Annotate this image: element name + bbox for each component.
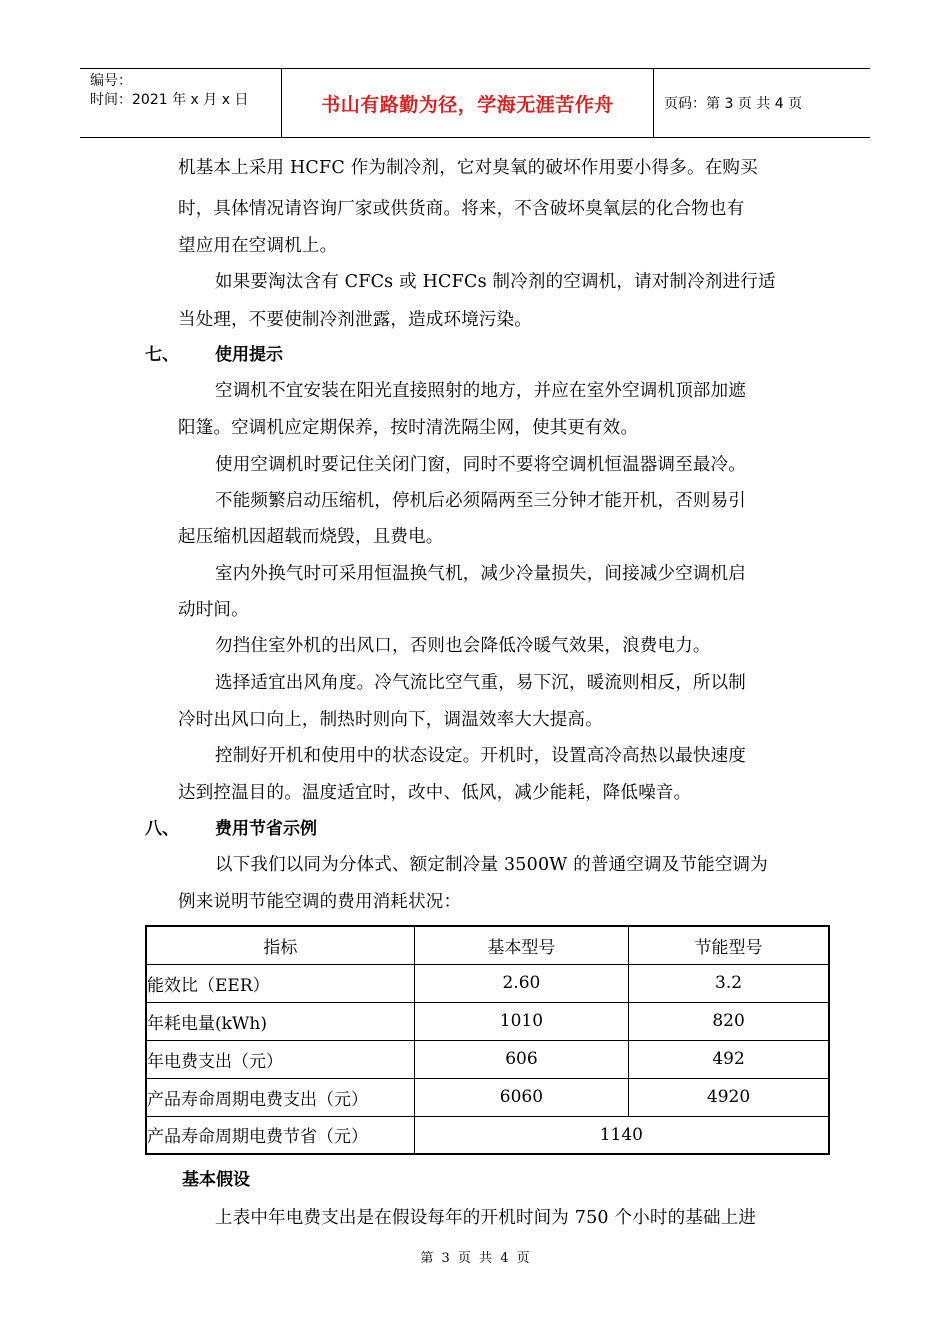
table-row (146, 1078, 829, 1116)
body-line: 起压缩机因超载而烧毁，且费电。 (178, 527, 444, 547)
table-cell: 产品寿命周期电费支出（元） (146, 1078, 414, 1116)
body-line: 望应用在空调机上。 (178, 236, 338, 256)
doc-number-label: 编号： (90, 73, 132, 89)
body-line: 阳篷。空调机应定期保养，按时清洗隔尘网，使其更有效。 (178, 418, 639, 438)
page-footer: 第 3 页 共 4 页 (420, 1251, 530, 1266)
body-line: 达到控温目的。温度适宜时，改中、低风，减少能耗，降低噪音。 (178, 783, 692, 803)
section-heading-8 (145, 817, 317, 841)
table-cell: 820 (629, 1002, 829, 1040)
body-line: 空调机不宜安装在阳光直接照射的地方，并应在室外空调机顶部加遮 (215, 381, 746, 401)
table-header-cell: 基本型号 (414, 926, 628, 964)
cost-comparison-table (145, 925, 830, 1155)
table-row (146, 1040, 829, 1078)
body-line: 动时间。 (178, 600, 249, 620)
table-cell: 3.2 (629, 964, 829, 1002)
header-page-cell (654, 69, 870, 137)
table-header-cell: 节能型号 (629, 926, 829, 964)
body-line: 机基本上采用 HCFC 作为制冷剂，它对臭氧的破坏作用要小得多。在购买 (178, 158, 758, 178)
header-motto-cell (282, 69, 654, 137)
table-cell: 能效比（EER） (146, 964, 414, 1002)
body-line: 例来说明节能空调的费用消耗状况： (178, 892, 462, 912)
body-line: 时，具体情况请咨询厂家或供货商。将来，不含破坏臭氧层的化合物也有 (178, 199, 745, 219)
body-line: 控制好开机和使用中的状态设定。开机时，设置高冷高热以最快速度 (215, 746, 746, 766)
table-cell: 1140 (414, 1116, 829, 1154)
table-cell: 492 (629, 1040, 829, 1078)
page-header (80, 68, 870, 138)
table-cell: 1010 (414, 1002, 628, 1040)
table-cell: 产品寿命周期电费节省（元） (146, 1116, 414, 1154)
header-page-label: 页码：第 3 页 共 4 页 (664, 96, 803, 112)
body-line: 室内外换气时可采用恒温换气机，减少冷量损失，间接减少空调机启 (215, 564, 746, 584)
section-number: 八、 (145, 819, 179, 839)
table-summary-row (146, 1116, 829, 1154)
section-heading-7 (145, 343, 283, 367)
table-cell: 年耗电量(kWh) (146, 1002, 414, 1040)
body-line: 如果要淘汰含有 CFCs 或 HCFCs 制冷剂的空调机，请对制冷剂进行适 (215, 272, 776, 292)
body-line: 以下我们以同为分体式、额定制冷量 3500W 的普通空调及节能空调为 (215, 855, 768, 875)
table-header-row (146, 926, 829, 964)
table-cell: 6060 (414, 1078, 628, 1116)
section-number: 七、 (145, 345, 179, 365)
body-line: 使用空调机时要记住关闭门窗，同时不要将空调机恒温器调至最冷。 (215, 455, 746, 475)
table-row (146, 964, 829, 1002)
table-row (146, 1002, 829, 1040)
table-cell: 2.60 (414, 964, 628, 1002)
table-header-cell: 指标 (146, 926, 414, 964)
header-meta (80, 69, 282, 137)
body-line: 不能频繁启动压缩机，停机后必须隔两至三分钟才能开机，否则易引 (215, 491, 746, 511)
section-title: 费用节省示例 (215, 819, 317, 839)
header-motto: 书山有路勤为径，学海无涯苦作舟 (321, 93, 614, 116)
table-cell: 年电费支出（元） (146, 1040, 414, 1078)
table-cell: 4920 (629, 1078, 829, 1116)
assumptions-heading: 基本假设 (182, 1170, 250, 1190)
table-cell: 606 (414, 1040, 628, 1078)
body-line: 冷时出风口向上，制热时则向下，调温效率大大提高。 (178, 710, 603, 730)
body-line: 选择适宜出风角度。冷气流比空气重，易下沉，暖流则相反，所以制 (215, 673, 746, 693)
body-line: 勿挡住室外机的出风口，否则也会降低冷暖气效果，浪费电力。 (215, 636, 711, 656)
body-line: 上表中年电费支出是在假设每年的开机时间为 750 个小时的基础上进 (215, 1208, 757, 1228)
body-line: 当处理，不要使制冷剂泄露，造成环境污染。 (178, 310, 532, 330)
section-title: 使用提示 (215, 345, 283, 365)
doc-time-label: 时间：2021 年 x 月 x 日 (90, 92, 249, 108)
